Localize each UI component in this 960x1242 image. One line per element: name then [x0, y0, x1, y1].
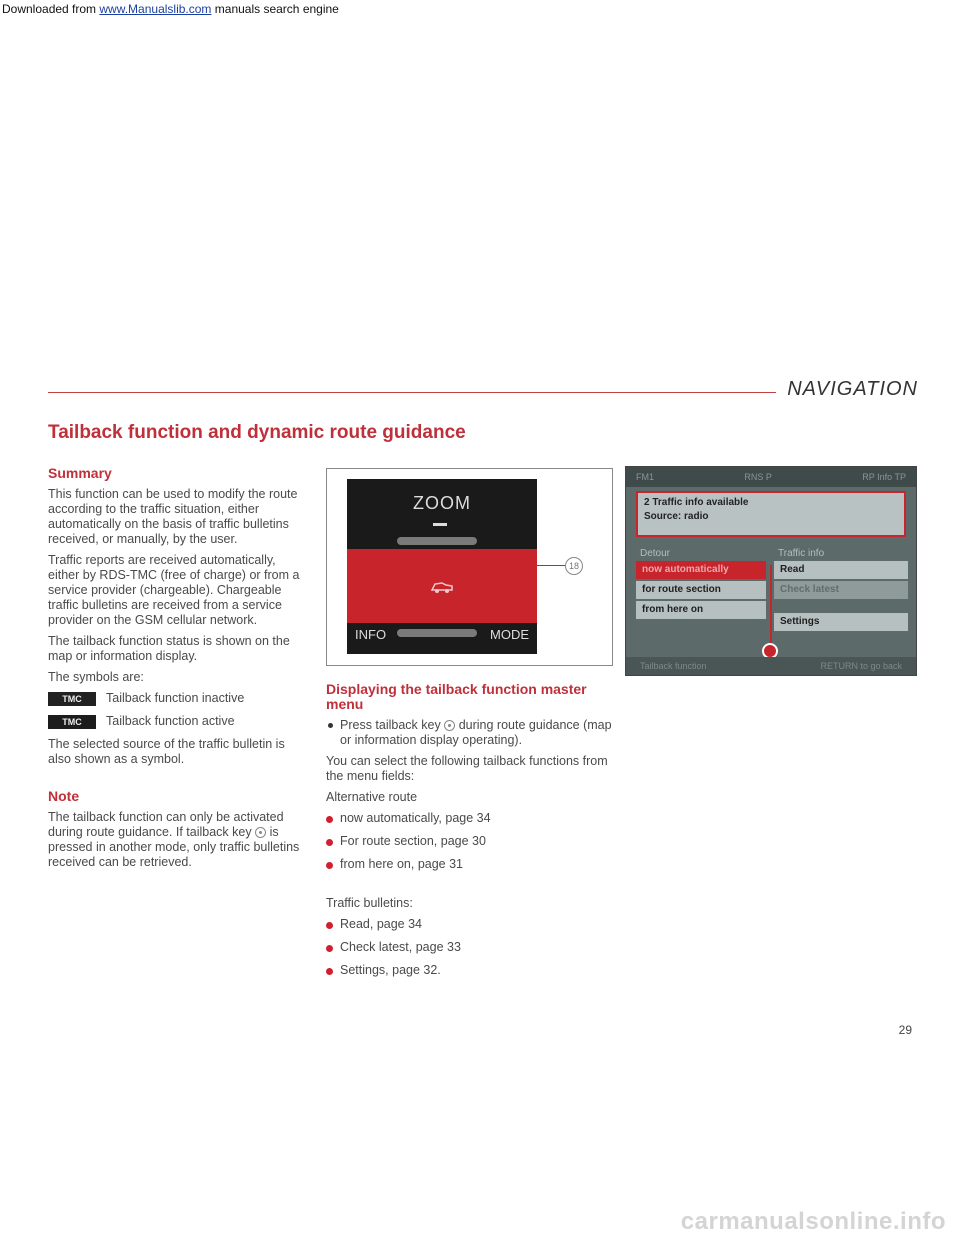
- summary-paragraph: The tailback function status is shown on the map or information display.: [48, 634, 290, 663]
- tmc-inactive-icon: TMC: [48, 692, 96, 706]
- check-latest-option[interactable]: Check latest: [774, 581, 908, 599]
- detour-heading: Detour: [640, 548, 671, 559]
- list-item: For route section, page 30: [326, 834, 616, 849]
- mode-label: MODE: [490, 627, 529, 642]
- page-number: 29: [898, 1023, 912, 1037]
- symbol-inactive-label: Tailback function inactive: [106, 691, 245, 705]
- summary-heading: Summary: [48, 465, 112, 481]
- info-label: INFO: [355, 627, 387, 642]
- press-text-before: Press tailback key: [340, 718, 441, 732]
- page-title: Tailback function and dynamic route guidance: [48, 422, 466, 443]
- banner-prefix: Downloaded from: [2, 2, 100, 16]
- section-header: NAVIGATION: [787, 378, 918, 400]
- source-symbol-text: The selected source of the traffic bulletin is also shown as a symbol.: [48, 737, 285, 766]
- selector-line: [770, 565, 772, 647]
- list-item: Settings, page 32.: [326, 963, 616, 978]
- tailback-key-icon: [255, 827, 266, 838]
- key-labels: [355, 627, 529, 642]
- band-label: FM1: [636, 472, 654, 482]
- note-heading: Note: [48, 788, 80, 804]
- zoom-label: ZOOM: [413, 493, 471, 513]
- banner-suffix: manuals search engine: [211, 2, 339, 16]
- rp-label: RP Info TP: [862, 472, 906, 482]
- read-option[interactable]: Read: [774, 561, 908, 579]
- traffic-info-column: [774, 547, 908, 633]
- left-column: [48, 466, 310, 876]
- list-item: now automatically, page 34: [326, 811, 616, 826]
- callout-line: [479, 565, 565, 566]
- detour-column: [636, 547, 766, 621]
- note-text: [48, 810, 310, 870]
- press-key-instruction: [326, 718, 616, 748]
- manualslib-link[interactable]: www.Manualslib.com: [99, 2, 212, 16]
- press-text-after: during route guidance (map or information display operating).: [340, 718, 612, 747]
- callout-number: 18: [565, 557, 583, 575]
- summary-paragraph: This function can be used to modify the route according to the traffic situation, either automatically on the basis of traffic bulletins received, or manually, by the user.: [48, 487, 298, 546]
- summary-paragraph: The symbols are:: [48, 670, 144, 684]
- from-here-option[interactable]: from here on: [636, 601, 766, 619]
- tailback-car-icon: [430, 576, 454, 596]
- now-automatically-option[interactable]: now automatically: [636, 561, 766, 579]
- tmc-active-icon: TMC: [48, 715, 96, 729]
- header-rule: [48, 392, 776, 393]
- note-text-before: The tailback function can only be activated during route guidance. If tailback key: [48, 810, 284, 839]
- traffic-info-box: [636, 491, 906, 537]
- alternative-route-label: Alternative route: [326, 790, 418, 804]
- control-panel-figure: [326, 468, 613, 666]
- traffic-info-heading: Traffic info: [778, 548, 825, 559]
- download-banner: [2, 2, 339, 16]
- rocker-upper-icon: [397, 537, 477, 545]
- traffic-source: Source: radio: [644, 511, 709, 522]
- footer-left: Tailback function: [640, 661, 707, 671]
- control-unit: [347, 479, 537, 654]
- symbol-inactive-row: [48, 691, 310, 706]
- note-text-after: is pressed in another mode, only traffic bulletins received can be retrieved.: [48, 825, 300, 869]
- tailback-key-icon: [444, 720, 455, 731]
- rns-label: RNS P: [744, 472, 772, 482]
- traffic-count: 2 Traffic info available: [644, 497, 749, 508]
- select-instruction: You can select the following tailback functions from the menu fields:: [326, 754, 608, 783]
- symbol-active-label: Tailback function active: [106, 714, 235, 728]
- traffic-bulletins-label: Traffic bulletins:: [326, 896, 413, 910]
- footer-right: RETURN to go back: [820, 661, 902, 671]
- master-menu-heading: Displaying the tailback function master menu: [326, 681, 587, 712]
- minus-icon: [433, 523, 447, 526]
- settings-option[interactable]: Settings: [774, 613, 908, 631]
- screen-top-bar: [626, 467, 916, 487]
- tailback-menu-screen: [625, 466, 917, 676]
- list-item: Read, page 34: [326, 917, 616, 932]
- route-section-option[interactable]: for route section: [636, 581, 766, 599]
- list-item: Check latest, page 33: [326, 940, 616, 955]
- watermark: carmanualsonline.info: [680, 1208, 946, 1235]
- symbol-active-row: [48, 714, 310, 729]
- right-column: [326, 682, 616, 986]
- list-item: from here on, page 31: [326, 857, 616, 872]
- summary-paragraph: Traffic reports are received automatically, either by RDS-TMC (free of charge) or from a service provider (chargeable). Chargeable traffic bulletins are received from a service provider on the GSM cellular network.: [48, 553, 300, 627]
- tailback-key-panel: [347, 549, 537, 623]
- screen-footer: [626, 657, 916, 675]
